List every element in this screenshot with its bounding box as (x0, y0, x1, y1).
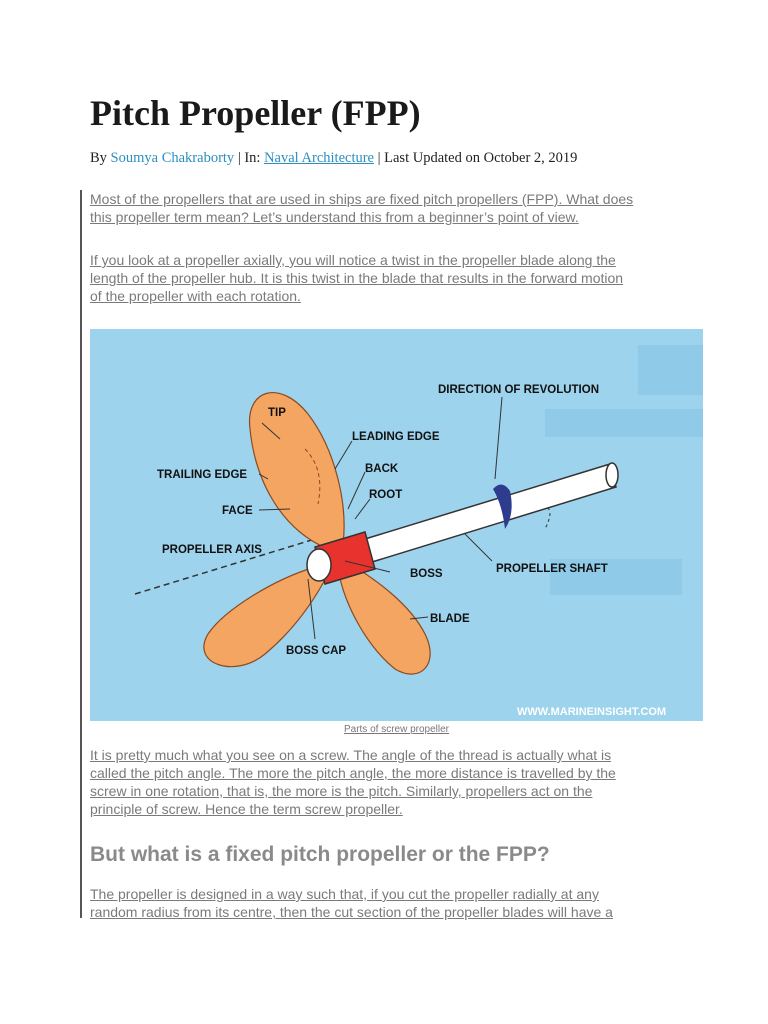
paragraph-line: random radius from its centre, then the cut section of the propeller blades will have a (90, 904, 613, 920)
boss-cap (307, 549, 331, 581)
label-blade: BLADE (430, 613, 470, 625)
author-link[interactable]: Soumya Chakraborty (110, 150, 235, 166)
byline-in-label: | In: (234, 150, 265, 166)
paragraph-line: If you look at a propeller axially, you will notice a twist in the propeller blade along the (90, 252, 616, 268)
paragraph-2 (90, 251, 690, 305)
intro-line: Most of the propellers that are used in ships are fixed pitch propellers (FPP). What does (90, 191, 634, 207)
intro-line: this propeller term mean? Let’s understand this from a beginner’s point of view. (90, 209, 579, 225)
watermark: WWW.MARINEINSIGHT.COM (517, 706, 667, 718)
paragraph-4 (90, 885, 690, 921)
bg-patch (545, 409, 703, 437)
paragraph-line: of the propeller with each rotation. (90, 288, 301, 304)
label-root: ROOT (369, 489, 403, 501)
label-back: BACK (365, 463, 399, 475)
figure-caption: Parts of screw propeller (343, 724, 450, 735)
intro-paragraph (90, 190, 690, 226)
page-title: Pitch Propeller (FPP) (90, 93, 421, 133)
label-propeller-axis: PROPELLER AXIS (162, 544, 262, 556)
section-heading: But what is a fixed pitch propeller or the FPP? (90, 843, 550, 866)
paragraph-line: called the pitch angle. The more the pitch angle, the more distance is travelled by the (90, 765, 616, 781)
paragraph-line: screw in one rotation, that is, the more is the pitch. Similarly, propellers act on the (90, 783, 593, 799)
paragraph-line: length of the propeller hub. It is this twist in the blade that results in the forward motion (90, 270, 624, 286)
label-tip: TIP (268, 407, 286, 419)
label-trailing-edge: TRAILING EDGE (157, 469, 248, 481)
label-face: FACE (222, 505, 253, 517)
shaft-end (606, 463, 618, 487)
label-boss: BOSS (410, 568, 443, 580)
bg-patch (638, 345, 703, 395)
category-link[interactable]: Naval Architecture (264, 150, 374, 166)
label-propeller-shaft: PROPELLER SHAFT (496, 563, 608, 575)
label-direction: DIRECTION OF REVOLUTION (438, 384, 599, 396)
byline (90, 150, 577, 167)
paragraph-line: It is pretty much what you see on a screw. The angle of the thread is actually what is (90, 747, 612, 763)
quote-rule (80, 190, 82, 918)
label-leading-edge: LEADING EDGE (352, 431, 440, 443)
paragraph-line: The propeller is designed in a way such that, if you cut the propeller radially at any (90, 886, 599, 902)
paragraph-line: principle of screw. Hence the term screw propeller. (90, 801, 403, 817)
byline-prefix: By (90, 150, 111, 166)
byline-updated: | Last Updated on October 2, 2019 (373, 150, 578, 166)
paragraph-3 (90, 746, 690, 818)
label-boss-cap: BOSS CAP (286, 645, 347, 657)
propeller-diagram (90, 329, 703, 721)
